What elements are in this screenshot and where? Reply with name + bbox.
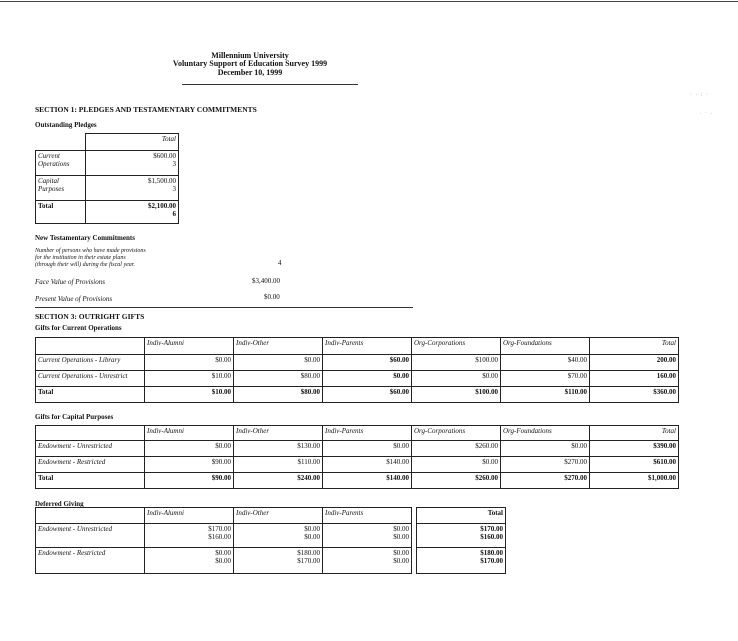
col-header: Indiv-Alumni <box>145 338 234 355</box>
col-header <box>36 426 145 441</box>
persons-label-line-1: Number of persons who have made provisions <box>35 248 146 254</box>
section-divider <box>35 307 413 308</box>
cell: $0.00 <box>412 457 501 473</box>
capital-purposes-title: Gifts for Capital Purposes <box>35 413 114 421</box>
title-underline <box>182 84 358 85</box>
col-header: Total <box>590 426 679 441</box>
cell: $80.00 <box>234 371 323 387</box>
cell: $60.00 <box>323 355 412 371</box>
cell: $0.00 <box>234 355 323 371</box>
col-header: Indiv-Parents <box>323 508 412 524</box>
cell: $1,000.00 <box>590 473 679 489</box>
persons-label <box>35 248 146 270</box>
top-border-line <box>0 1 738 2</box>
current-ops-table <box>35 337 679 403</box>
cell: $0.00 <box>393 549 409 557</box>
cell: 200.00 <box>590 355 679 371</box>
cell: $130.00 <box>234 441 323 457</box>
title-line-3: December 10, 1999 <box>217 67 283 77</box>
current-ops-title: Gifts for Current Operations <box>35 324 122 332</box>
cell: 160.00 <box>590 371 679 387</box>
cell: $260.00 <box>412 473 501 489</box>
col-header: Indiv-Parents <box>323 338 412 355</box>
col-header <box>36 508 145 524</box>
table-row <box>36 441 679 457</box>
face-value: $3,400.00 <box>252 277 280 285</box>
cell: $110.00 <box>501 387 590 403</box>
cell: $0.00 <box>145 441 234 457</box>
cell: $100.00 <box>412 355 501 371</box>
cell: $10.00 <box>145 371 234 387</box>
table-row <box>36 524 506 548</box>
row-label-2: Purposes <box>38 185 65 194</box>
count: 3 <box>172 160 176 169</box>
persons-value: 4 <box>278 259 282 267</box>
cell: $0.00 <box>393 525 409 533</box>
cell: $170.00 <box>480 557 503 566</box>
row-label: Endowment - Restricted <box>36 457 145 473</box>
outstanding-pledges-table <box>35 133 179 224</box>
cell: $100.00 <box>412 387 501 403</box>
amount: $1,500.00 <box>148 177 176 185</box>
count: 6 <box>172 210 176 219</box>
cell: $180.00 <box>297 549 320 557</box>
col-header: Org-Corporations <box>412 338 501 355</box>
cell: $610.00 <box>590 457 679 473</box>
section-1-title: SECTION 1: PLEDGES AND TESTAMENTARY COMMITMENTS <box>35 105 257 114</box>
col-header: Total <box>590 338 679 355</box>
table-row <box>36 355 679 371</box>
document-title <box>160 52 340 77</box>
cell: $170.00 <box>208 525 231 533</box>
cell: $0.00 <box>215 549 231 557</box>
cell: $180.00 <box>480 549 503 557</box>
cell: $270.00 <box>501 473 590 489</box>
cell: $140.00 <box>323 457 412 473</box>
table-row-total <box>36 473 679 489</box>
col-header: Indiv-Other <box>234 338 323 355</box>
persons-label-line-2: for the institution in their estate plans <box>35 255 126 262</box>
cell: $240.00 <box>234 473 323 489</box>
deferred-giving-table <box>35 507 506 574</box>
col-header <box>36 338 145 355</box>
cell: $390.00 <box>590 441 679 457</box>
cell: $90.00 <box>145 457 234 473</box>
amount: $2,100.00 <box>148 202 176 210</box>
cell: $260.00 <box>412 441 501 457</box>
cell: $0.00 <box>145 355 234 371</box>
cell: $0.00 <box>393 533 409 542</box>
row-label-1: Current <box>38 152 60 160</box>
cell: $110.00 <box>234 457 323 473</box>
col-header: Indiv-Parents <box>323 426 412 441</box>
cell: $160.00 <box>480 533 503 542</box>
cell: $140.00 <box>323 473 412 489</box>
cell: $0.00 <box>323 371 412 387</box>
row-label-1: Capital <box>38 177 60 185</box>
cell: $60.00 <box>323 387 412 403</box>
cell: $0.00 <box>215 557 231 566</box>
amount: $600.00 <box>153 152 176 160</box>
section-3-title: SECTION 3: OUTRIGHT GIFTS <box>35 312 145 321</box>
capital-purposes-table <box>35 425 679 489</box>
cell: $90.00 <box>145 473 234 489</box>
row-label: Total <box>36 473 145 489</box>
cell: $160.00 <box>208 533 231 542</box>
cell: $10.00 <box>145 387 234 403</box>
scan-noise: . · . <box>700 110 713 116</box>
table-row <box>36 457 679 473</box>
table-row-total <box>36 387 679 403</box>
title-line-2: Voluntary Support of Education Survey 1999 <box>172 59 328 69</box>
cell: $70.00 <box>501 371 590 387</box>
col-header: Indiv-Other <box>234 508 323 524</box>
col-header: Indiv-Other <box>234 426 323 441</box>
present-value: $0.00 <box>264 293 280 301</box>
cell: $0.00 <box>501 441 590 457</box>
title-line-1: Millennium University <box>211 51 289 60</box>
cell: $0.00 <box>323 441 412 457</box>
cell: $170.00 <box>297 557 320 566</box>
count: 3 <box>172 185 176 194</box>
row-label-total: Total <box>38 202 54 210</box>
cell: $270.00 <box>501 457 590 473</box>
face-value-label: Face Value of Provisions <box>35 278 105 286</box>
total-header: Total <box>161 135 176 143</box>
cell: $0.00 <box>304 533 320 542</box>
row-label: Endowment - Restricted <box>36 548 145 574</box>
row-label: Endowment - Unrestricted <box>36 441 145 457</box>
row-label: Total <box>36 387 145 403</box>
col-header: Indiv-Alumni <box>145 426 234 441</box>
col-header: Org-Foundations <box>501 426 590 441</box>
cell: $170.00 <box>480 525 503 533</box>
persons-label-line-3: (through their will) during the fiscal year. <box>35 262 135 269</box>
cell: $0.00 <box>412 371 501 387</box>
col-header: Indiv-Alumni <box>145 508 234 524</box>
row-label: Current Operations - Library <box>36 355 145 371</box>
cell: $360.00 <box>590 387 679 403</box>
cell: $80.00 <box>234 387 323 403</box>
cell: $0.00 <box>393 557 409 566</box>
col-header: Org-Corporations <box>412 426 501 441</box>
col-header: Org-Foundations <box>501 338 590 355</box>
col-header: Total <box>417 508 506 524</box>
row-label: Endowment - Unrestricted <box>36 524 145 548</box>
row-label-2: Operations <box>38 160 70 169</box>
table-row <box>36 548 506 574</box>
cell: $0.00 <box>304 525 320 533</box>
testamentary-title: New Testamentary Commitments <box>35 234 135 242</box>
table-row <box>36 371 679 387</box>
row-label: Current Operations - Unrestrict <box>36 371 145 387</box>
cell: $40.00 <box>501 355 590 371</box>
present-value-label: Present Value of Provisions <box>35 295 113 303</box>
deferred-giving-title: Deferred Giving <box>35 500 84 508</box>
scan-noise: · · : · <box>690 92 710 98</box>
outstanding-pledges-title: Outstanding Pledges <box>35 121 97 129</box>
